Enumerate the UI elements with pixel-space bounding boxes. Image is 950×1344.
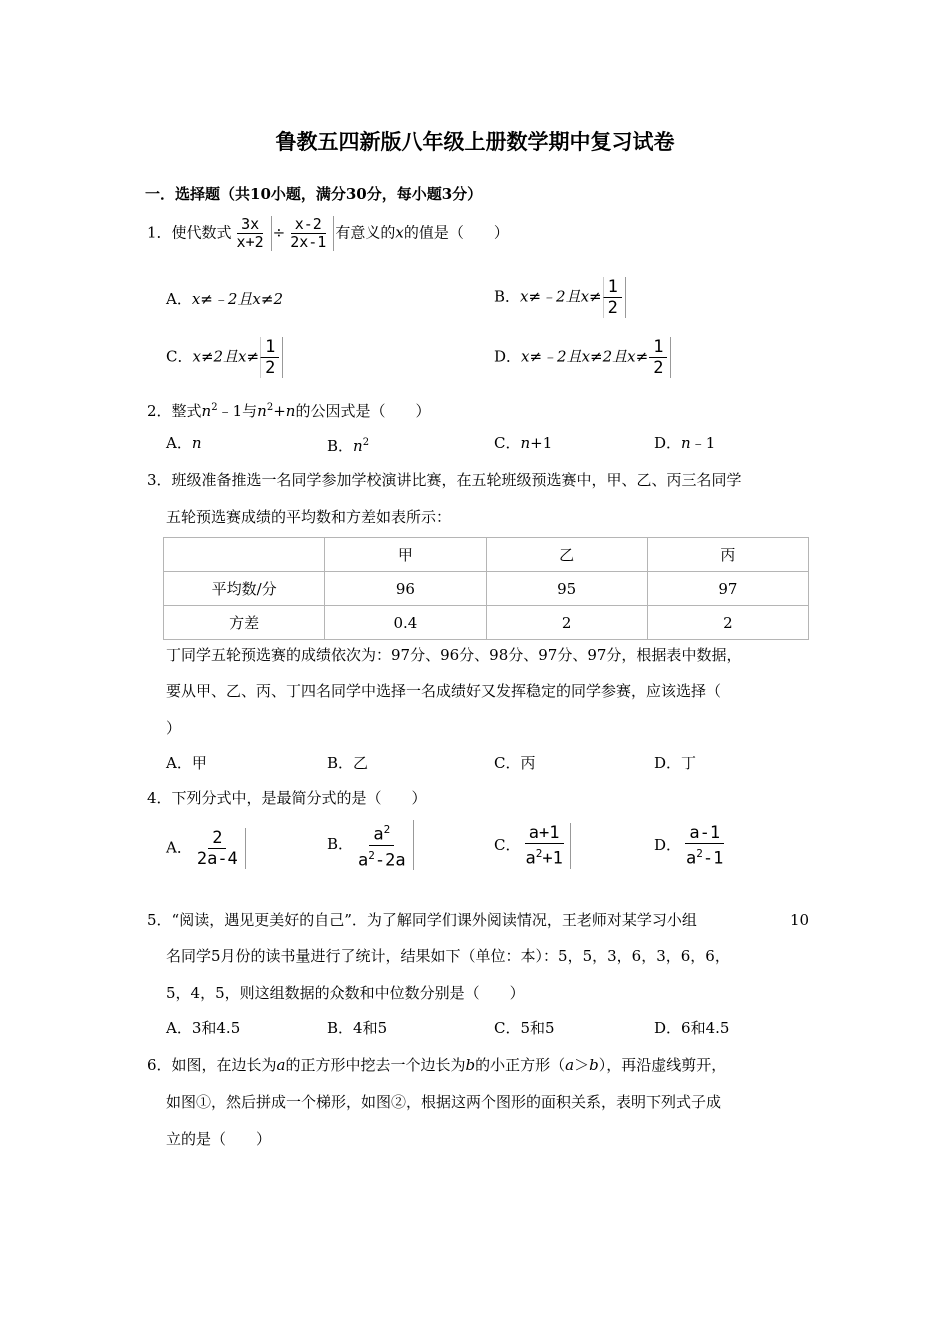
- q1-var: x: [395, 223, 404, 242]
- q4-c-den-rest: +1: [542, 848, 563, 869]
- question-1-stem: [147, 216, 509, 251]
- q1-fraction-2: [286, 216, 334, 251]
- table-cell: 乙: [486, 538, 647, 572]
- q6-a: a: [276, 1056, 286, 1074]
- q1-d-body: x≠﹣2且x≠2且x≠: [521, 347, 649, 366]
- q5-option-d[interactable]: D．6和4.5: [654, 1019, 730, 1037]
- q2-c-rest: +1: [530, 434, 553, 452]
- q4-d-den-a: a: [686, 848, 697, 869]
- table-cell: [164, 538, 325, 572]
- q2-b-val: n: [353, 437, 363, 455]
- q4-b-den: [354, 846, 410, 871]
- q4-b-num: [369, 820, 394, 846]
- q4-c-den-a: a: [525, 848, 536, 869]
- q1-c-label: C．: [166, 347, 193, 366]
- q4-c-den: [521, 844, 566, 869]
- q6-l1d: ），再沿虚线剪开，: [598, 1056, 727, 1074]
- q4-option-b[interactable]: [327, 820, 415, 870]
- q2-sq2: 2: [266, 402, 274, 413]
- table-cell: 97: [647, 572, 808, 606]
- q1-prefix: 1．使代数式: [147, 223, 232, 242]
- table-cell: 平均数/分: [164, 572, 325, 606]
- q4-b-label: B．: [327, 835, 354, 854]
- q2-d-val: n: [681, 434, 691, 452]
- q2-option-b[interactable]: [327, 433, 369, 456]
- q4-a-num: 2: [208, 828, 226, 849]
- q5-option-c[interactable]: C．5和5: [494, 1019, 555, 1037]
- q1-f1-den: x+2: [236, 233, 264, 251]
- q3-option-a[interactable]: A．甲: [166, 754, 207, 772]
- q3-line-1: 3．班级准备推选一名同学参加学校演讲比赛，在五轮班级预选赛中，甲、乙、丙三名同学: [147, 471, 742, 489]
- q1-fraction-1: [233, 216, 272, 251]
- q4-c-num: a+1: [525, 823, 564, 844]
- page-title: 鲁教五四新版八年级上册数学期中复习试卷: [275, 129, 675, 154]
- q2-n2: n: [257, 402, 267, 420]
- stats-table: [163, 537, 809, 640]
- q3-line-5: ）: [166, 719, 182, 737]
- q6-a2: a: [565, 1056, 575, 1074]
- table-cell: 2: [647, 606, 808, 640]
- q4-option-c[interactable]: [494, 823, 572, 869]
- q4-b-fraction: [354, 820, 414, 870]
- q6-l1a: 6．如图，在边长为: [147, 1056, 277, 1074]
- table-cell: 95: [486, 572, 647, 606]
- half-num: 1: [260, 337, 279, 358]
- q3-option-b[interactable]: B．乙: [327, 754, 369, 772]
- q2-mid1: ﹣1与: [217, 402, 258, 420]
- table-cell: 方差: [164, 606, 325, 640]
- q2-option-a[interactable]: [166, 433, 202, 453]
- table-cell: 丙: [647, 538, 808, 572]
- q2-option-c[interactable]: [494, 433, 552, 453]
- q4-b-num-sup: 2: [383, 823, 391, 836]
- q5-option-a[interactable]: A．3和4.5: [166, 1019, 241, 1037]
- q1-b-half: [603, 277, 626, 318]
- q2-b-sup: 2: [362, 437, 370, 448]
- q3-line-4: 要从甲、乙、丙、丁四名同学中选择一名成绩好又发挥稳定的同学参赛，应该选择（: [166, 682, 722, 700]
- q4-a-den: 2a-4: [196, 849, 238, 869]
- q2-b-label: B．: [327, 437, 354, 455]
- q5-line-1: 5．“阅读，遇见更美好的自己”．为了解同学们课外阅读情况，王老师对某学习小组: [147, 911, 697, 929]
- q5-line-3: 5，4，5，则这组数据的众数和中位数分别是（ ）: [166, 984, 525, 1002]
- q5-line-2: 名同学5月份的读书量进行了统计，结果如下（单位：本）：5，5，3，6，3，6，6，: [166, 947, 730, 965]
- q6-line-3: 立的是（ ）: [166, 1130, 272, 1148]
- divide-sign: ÷: [272, 223, 286, 242]
- half-num: 1: [649, 337, 667, 358]
- q1-d-half: [649, 337, 671, 378]
- q4-b-num-a: a: [373, 824, 384, 845]
- q3-line-2: 五轮预选赛成绩的平均数和方差如表所示：: [166, 508, 452, 526]
- q1-a-label: A．: [166, 290, 192, 308]
- table-cell: 甲: [325, 538, 486, 572]
- q2-d-label: D．: [654, 434, 682, 452]
- q4-a-label: A．: [166, 838, 192, 857]
- q6-l1b: 的正方形中挖去一个边长为: [285, 1056, 466, 1074]
- q6-gt: ＞: [574, 1056, 590, 1074]
- q1-option-b[interactable]: [494, 277, 627, 318]
- q2-c-label: C．: [494, 434, 521, 452]
- q2-pre: 2．整式: [147, 402, 202, 420]
- table-cell: 2: [486, 606, 647, 640]
- question-2-stem: [147, 398, 430, 421]
- q5-line-1-number: 10: [790, 911, 810, 929]
- section-heading: 一．选择题（共10小题，满分30分，每小题3分）: [145, 185, 483, 203]
- q1-f1-num: 3x: [237, 216, 263, 234]
- q2-n3: n: [285, 402, 296, 420]
- q1-option-a[interactable]: [166, 289, 283, 309]
- q1-post: 有意义的: [335, 223, 396, 242]
- q6-l1c: 的小正方形（: [475, 1056, 566, 1074]
- q4-d-den-rest: -1: [702, 848, 724, 869]
- q2-option-d[interactable]: [654, 433, 715, 453]
- q2-a-val: n: [191, 434, 202, 452]
- q2-d-rest: ﹣1: [690, 434, 716, 452]
- q4-c-fraction: [521, 823, 570, 869]
- q1-option-d[interactable]: [494, 337, 672, 378]
- q3-option-d[interactable]: D．丁: [654, 754, 697, 772]
- q2-sq1: 2: [211, 402, 218, 413]
- table-cell: 0.4: [325, 606, 486, 640]
- half-den: 2: [653, 358, 664, 378]
- q6-line-2: 如图①，然后拼成一个梯形，如图②，根据这两个图形的面积关系，表明下列式子成: [166, 1093, 722, 1111]
- q4-d-label: D．: [654, 835, 682, 854]
- q4-stem: 4．下列分式中，是最简分式的是（ ）: [147, 789, 427, 807]
- half-den: 2: [603, 298, 622, 318]
- q4-b-den-rest: -2a: [374, 850, 406, 871]
- q4-option-a[interactable]: [166, 828, 247, 869]
- table-cell: 96: [325, 572, 486, 606]
- q4-b-den-a: a: [358, 850, 369, 871]
- q1-d-label: D．: [494, 347, 522, 366]
- q2-a-label: A．: [166, 434, 192, 452]
- q1-b-label: B．: [494, 287, 521, 306]
- table-header-row: [164, 538, 809, 572]
- q2-post: 的公因式是（ ）: [295, 402, 431, 420]
- q6-b2: b: [589, 1056, 599, 1074]
- q3-line-3: 丁同学五轮预选赛的成绩依次为：97分、96分、98分、97分、97分，根据表中数据，: [166, 646, 742, 664]
- q1-option-c[interactable]: [166, 337, 284, 378]
- q4-d-den: [682, 844, 727, 869]
- q4-c-den-sup: 2: [535, 847, 543, 860]
- q4-d-num: a-1: [685, 823, 724, 844]
- q4-option-d[interactable]: [654, 823, 731, 869]
- q1-a-body: x≠﹣2且x≠2: [191, 290, 283, 308]
- q6-b: b: [465, 1056, 476, 1074]
- q2-mid2: +: [273, 402, 286, 420]
- q2-c-val: n: [520, 434, 531, 452]
- q1-c-body: x≠2且x≠: [192, 347, 260, 366]
- q3-option-c[interactable]: C．丙: [494, 754, 536, 772]
- half-den: 2: [260, 358, 279, 378]
- q1-post2: 的值是（ ）: [403, 223, 509, 242]
- q4-c-label: C．: [494, 835, 521, 854]
- q4-d-fraction: [682, 823, 730, 869]
- q1-f2-num: x-2: [291, 216, 326, 234]
- q5-option-b[interactable]: B．4和5: [327, 1019, 388, 1037]
- q1-b-body: x≠﹣2且x≠: [520, 287, 602, 306]
- q1-f2-den: 2x-1: [290, 233, 327, 251]
- q4-b-den-sup: 2: [368, 848, 375, 862]
- q4-a-fraction: [193, 828, 246, 869]
- half-num: 1: [603, 277, 622, 298]
- q2-n1: n: [201, 402, 212, 420]
- q6-line-1: [147, 1055, 726, 1075]
- table-row: [164, 606, 809, 640]
- table-row: [164, 572, 809, 606]
- q1-c-half: [260, 337, 283, 378]
- q4-d-den-sup: 2: [696, 847, 703, 860]
